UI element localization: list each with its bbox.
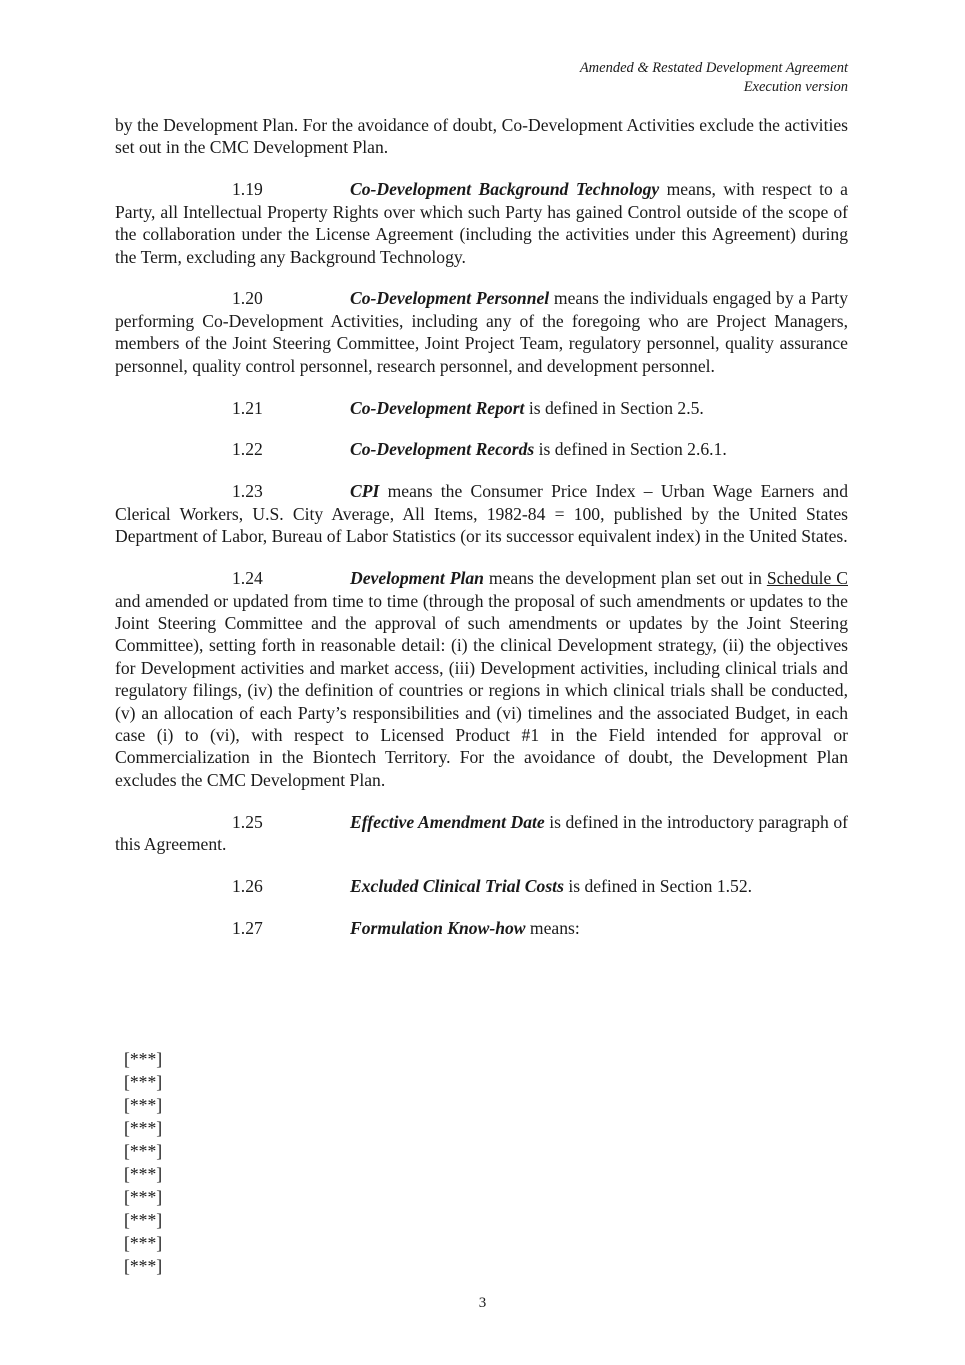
header-version: Execution version [743,79,848,95]
redaction-marker: [***] [124,1141,163,1161]
redaction-marker: [***] [124,1164,163,1184]
redacted-list [124,1048,162,1278]
page-number: 3 [478,1295,487,1311]
section-number: 1.24 [232,568,263,589]
section-number: 1.27 [232,917,263,938]
section-1-23 [115,480,848,547]
definition-text: is defined in Section 2.6.1. [534,439,727,460]
section-number: 1.25 [232,811,263,832]
redaction-marker: [***] [124,1095,163,1115]
section-number: 1.20 [232,288,263,309]
section-1-19 [115,178,848,268]
section-1-20 [115,287,848,377]
defined-term: Effective Amendment Date [350,811,545,832]
defined-term: Development Plan [350,568,484,589]
definition-text: and amended or updated from time to time (through the proposal of such amendments or updates to the Joint Steering Committee and the approval of such amendments or updates by the Joint Steering Committee), setting forth in reasonable detail: (i) the clinical Development strategy, (ii) the objectives for Development activities and market access, (iii) Development activities, including clinical trials and regulatory filings, (iv) the definition of countries or regions in which clinical trials shall be conducted, (v) an allocation of each Party’s responsibilities and (vi) timelines and the associated Budget, in each case (i) to (vi), with respect to Licensed Product #1 in the Field intended for approval or Commercialization in the Biontech Territory. For the avoidance of doubt, the Development Plan excludes the CMC Development Plan. [115,590,848,790]
page-header [580,59,848,97]
section-1-27 [115,917,848,939]
definition-text: means, with respect to a Party, all Intellectual Property Rights over which such Party has gained Control outside of the scope of the collaboration under the License Agreement (including the activities under this Agreement) during the Term, excluding any Background Technology. [115,179,848,267]
defined-term: Co-Development Background Technology [350,179,660,200]
redaction-marker: [***] [124,1049,163,1069]
defined-term: Excluded Clinical Trial Costs [350,875,564,896]
defined-term: Co-Development Report [350,397,525,418]
definition-text: means the Consumer Price Index – Urban Wage Earners and Clerical Workers, U.S. City Average, All Items, 1982-84 = 100, published by the United States Department of Labor, Bureau of Labor Statistics (or its successor equivalent index) in the United States. [115,481,848,547]
section-number: 1.19 [232,179,263,200]
definition-text: means: [525,917,580,938]
defined-term: Co-Development Personnel [350,288,550,309]
definition-text: means the development plan set out in [483,568,767,589]
schedule-reference: Schedule C [766,568,848,589]
section-1-21 [115,397,848,419]
definition-text: is defined in Section 2.5. [524,397,704,418]
section-number: 1.23 [232,481,263,502]
defined-term: CPI [350,481,380,502]
redaction-marker: [***] [124,1256,163,1276]
section-1-25 [115,811,848,856]
defined-term: Formulation Know-how [350,917,526,938]
document-body [115,114,848,939]
redaction-marker: [***] [124,1072,163,1092]
redaction-marker: [***] [124,1233,163,1253]
definition-text: is defined in Section 1.52. [563,875,753,896]
section-1-22 [115,438,848,460]
section-number: 1.26 [232,875,263,896]
section-1-26 [115,875,848,897]
redaction-marker: [***] [124,1187,163,1207]
intro-paragraph: by the Development Plan. For the avoidance of doubt, Co-Development Activities exclude the activities set out in the CMC Development Plan. [115,115,848,158]
header-title: Amended & Restated Development Agreement [579,60,848,76]
defined-term: Co-Development Records [350,439,535,460]
section-1-24 [115,567,848,791]
definition-text: means the individuals engaged by a Party performing Co-Development Activities, including any of the foregoing who are Project Managers, members of the Joint Steering Committee, Joint Project Team, regulatory personnel, quality assurance personnel, quality control personnel, research personnel, and development personnel. [115,288,848,376]
section-number: 1.22 [232,439,263,460]
definition-text: is defined in the introductory paragraph of this Agreement. [115,811,848,855]
redaction-marker: [***] [124,1118,163,1138]
section-number: 1.21 [232,397,263,418]
redaction-marker: [***] [124,1210,163,1230]
